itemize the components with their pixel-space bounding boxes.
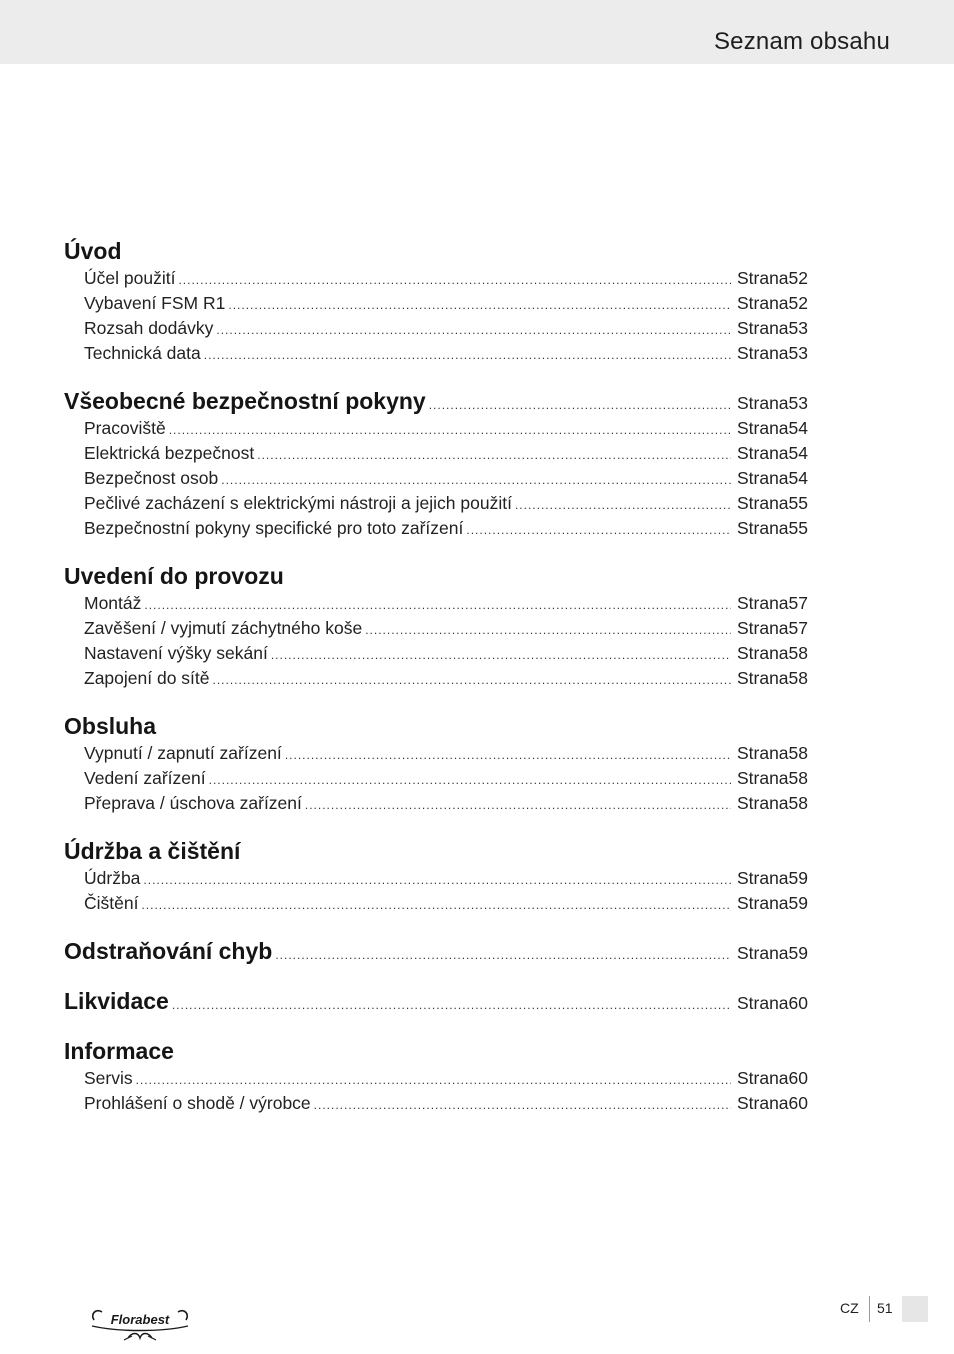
toc-entry[interactable] [64,416,808,441]
footer-marker-box [902,1296,928,1322]
toc-entry[interactable] [64,1066,808,1091]
toc-entry-label: Montáž [84,593,142,613]
toc-leader-dots [172,990,731,1020]
toc-page-number: 54 [788,443,808,463]
toc-page-number: 58 [788,643,808,663]
footer-divider [869,1296,870,1322]
toc-strana-label: Strana [736,868,789,888]
toc-entry-label: Vypnutí / zapnutí zařízení [84,743,282,763]
toc-entry-label: Zapojení do sítě [84,668,210,688]
toc-entry[interactable] [64,441,808,466]
toc-page-number: 53 [788,393,808,413]
toc-strana-label: Strana [736,293,789,313]
toc-strana-label: Strana [736,1093,789,1113]
toc-strana-label: Strana [736,593,789,613]
toc-strana-label: Strana [736,268,789,288]
toc-page-number: 58 [788,768,808,788]
toc-entry-label: Čištění [84,893,139,913]
toc-entry-label: Údržba [84,868,141,888]
toc-entry-label: Účel použití [84,268,176,288]
toc-strana-label: Strana [736,468,789,488]
toc-page-number: 53 [788,318,808,338]
toc-entry[interactable] [64,1091,808,1116]
toc-page-number: 52 [788,293,808,313]
toc-strana-label: Strana [736,318,789,338]
toc-entry[interactable] [64,466,808,491]
toc-leader-dots [178,268,731,293]
toc-section-title: Úvod [64,238,122,264]
footer-page-number: 51 [877,1300,893,1316]
toc-entry[interactable] [64,641,808,666]
toc-section-title: Údržba a čištění [64,838,241,864]
toc-leader-dots [466,518,731,543]
toc-entry-label: Elektrická bezpečnost [84,443,255,463]
toc-section-row[interactable] [64,386,808,416]
toc-leader-dots [305,793,731,818]
toc-strana-label: Strana [736,793,789,813]
toc-entry[interactable] [64,491,808,516]
toc-page-number: 53 [788,343,808,363]
toc-strana-label: Strana [736,943,789,963]
toc-entry[interactable] [64,316,808,341]
toc-leader-dots [228,293,731,318]
toc-entry-label: Přeprava / úschova zařízení [84,793,302,813]
toc-strana-label: Strana [736,1068,789,1088]
toc-leader-dots [285,743,731,768]
toc-leader-dots [209,768,731,793]
toc-entry-label: Bezpečnost osob [84,468,219,488]
toc-section-title: Informace [64,1038,174,1064]
toc-section-row[interactable] [64,986,808,1016]
toc-entry[interactable] [64,266,808,291]
toc-strana-label: Strana [736,643,789,663]
toc-entry-label: Nastavení výšky sekání [84,643,268,663]
toc-entry-label: Bezpečnostní pokyny specifické pro toto zařízení [84,518,464,538]
toc-entry-label: Pracoviště [84,418,166,438]
toc-leader-dots [143,868,731,893]
toc-section-title: Všeobecné bezpečnostní pokyny [64,388,426,414]
florabest-logo-icon [88,1302,192,1346]
toc-leader-dots [216,318,731,343]
toc-strana-label: Strana [736,518,789,538]
toc-entry-label: Zavěšení / vyjmutí záchytného koše [84,618,363,638]
toc-page-number: 59 [788,943,808,963]
toc-strana-label: Strana [736,743,789,763]
toc-entry[interactable] [64,516,808,541]
table-of-contents [64,236,808,1116]
toc-page-number: 59 [788,868,808,888]
toc-leader-dots [144,593,731,618]
toc-strana-label: Strana [736,443,789,463]
toc-strana-label: Strana [736,768,789,788]
toc-strana-label: Strana [736,668,789,688]
toc-page-number: 55 [788,518,808,538]
toc-entry[interactable] [64,341,808,366]
toc-entry[interactable] [64,666,808,691]
page-title: Seznam obsahu [713,28,890,55]
toc-page-number: 60 [788,1068,808,1088]
toc-entry[interactable] [64,766,808,791]
toc-section-row[interactable] [64,936,808,966]
toc-page-number: 54 [788,418,808,438]
toc-leader-dots [515,493,731,518]
toc-page-number: 59 [788,893,808,913]
toc-entry[interactable] [64,291,808,316]
toc-page-number: 52 [788,268,808,288]
toc-strana-label: Strana [736,618,789,638]
toc-leader-dots [257,443,731,468]
toc-leader-dots [169,418,731,443]
toc-page-number: 55 [788,493,808,513]
toc-leader-dots [271,643,731,668]
toc-page-number: 58 [788,668,808,688]
toc-leader-dots [221,468,731,493]
toc-strana-label: Strana [736,493,789,513]
toc-leader-dots [314,1093,731,1118]
toc-page-number: 60 [788,993,808,1013]
toc-entry[interactable] [64,616,808,641]
toc-entry-label: Vedení zařízení [84,768,206,788]
toc-entry-label: Rozsah dodávky [84,318,214,338]
toc-strana-label: Strana [736,993,789,1013]
toc-section-title: Likvidace [64,988,169,1014]
toc-leader-dots [213,668,731,693]
toc-leader-dots [275,940,731,970]
toc-strana-label: Strana [736,893,789,913]
toc-strana-label: Strana [736,393,789,413]
toc-entry-label: Servis [84,1068,133,1088]
toc-page-number: 58 [788,743,808,763]
toc-leader-dots [136,1068,731,1093]
toc-entry[interactable] [64,866,808,891]
toc-page-number: 54 [788,468,808,488]
toc-entry[interactable] [64,791,808,816]
toc-leader-dots [141,893,731,918]
toc-entry-label: Prohlášení o shodě / výrobce [84,1093,311,1113]
toc-entry-label: Technická data [84,343,201,363]
toc-leader-dots [429,390,731,420]
toc-page-number: 57 [788,593,808,613]
toc-strana-label: Strana [736,418,789,438]
toc-page-number: 60 [788,1093,808,1113]
toc-entry-label: Pečlivé zacházení s elektrickými nástroji a jejich použití [84,493,512,513]
toc-entry[interactable] [64,591,808,616]
toc-entry[interactable] [64,891,808,916]
logo-text: Florabest [110,1312,170,1327]
toc-leader-dots [204,343,731,368]
toc-entry[interactable] [64,741,808,766]
footer-language: CZ [840,1300,859,1316]
toc-section-title: Odstraňování chyb [64,938,273,964]
toc-strana-label: Strana [736,343,789,363]
toc-page-number: 57 [788,618,808,638]
toc-entry-label: Vybavení FSM R1 [84,293,226,313]
toc-section-title: Obsluha [64,713,157,739]
toc-leader-dots [365,618,731,643]
toc-page-number: 58 [788,793,808,813]
toc-section-title: Uvedení do provozu [64,563,284,589]
